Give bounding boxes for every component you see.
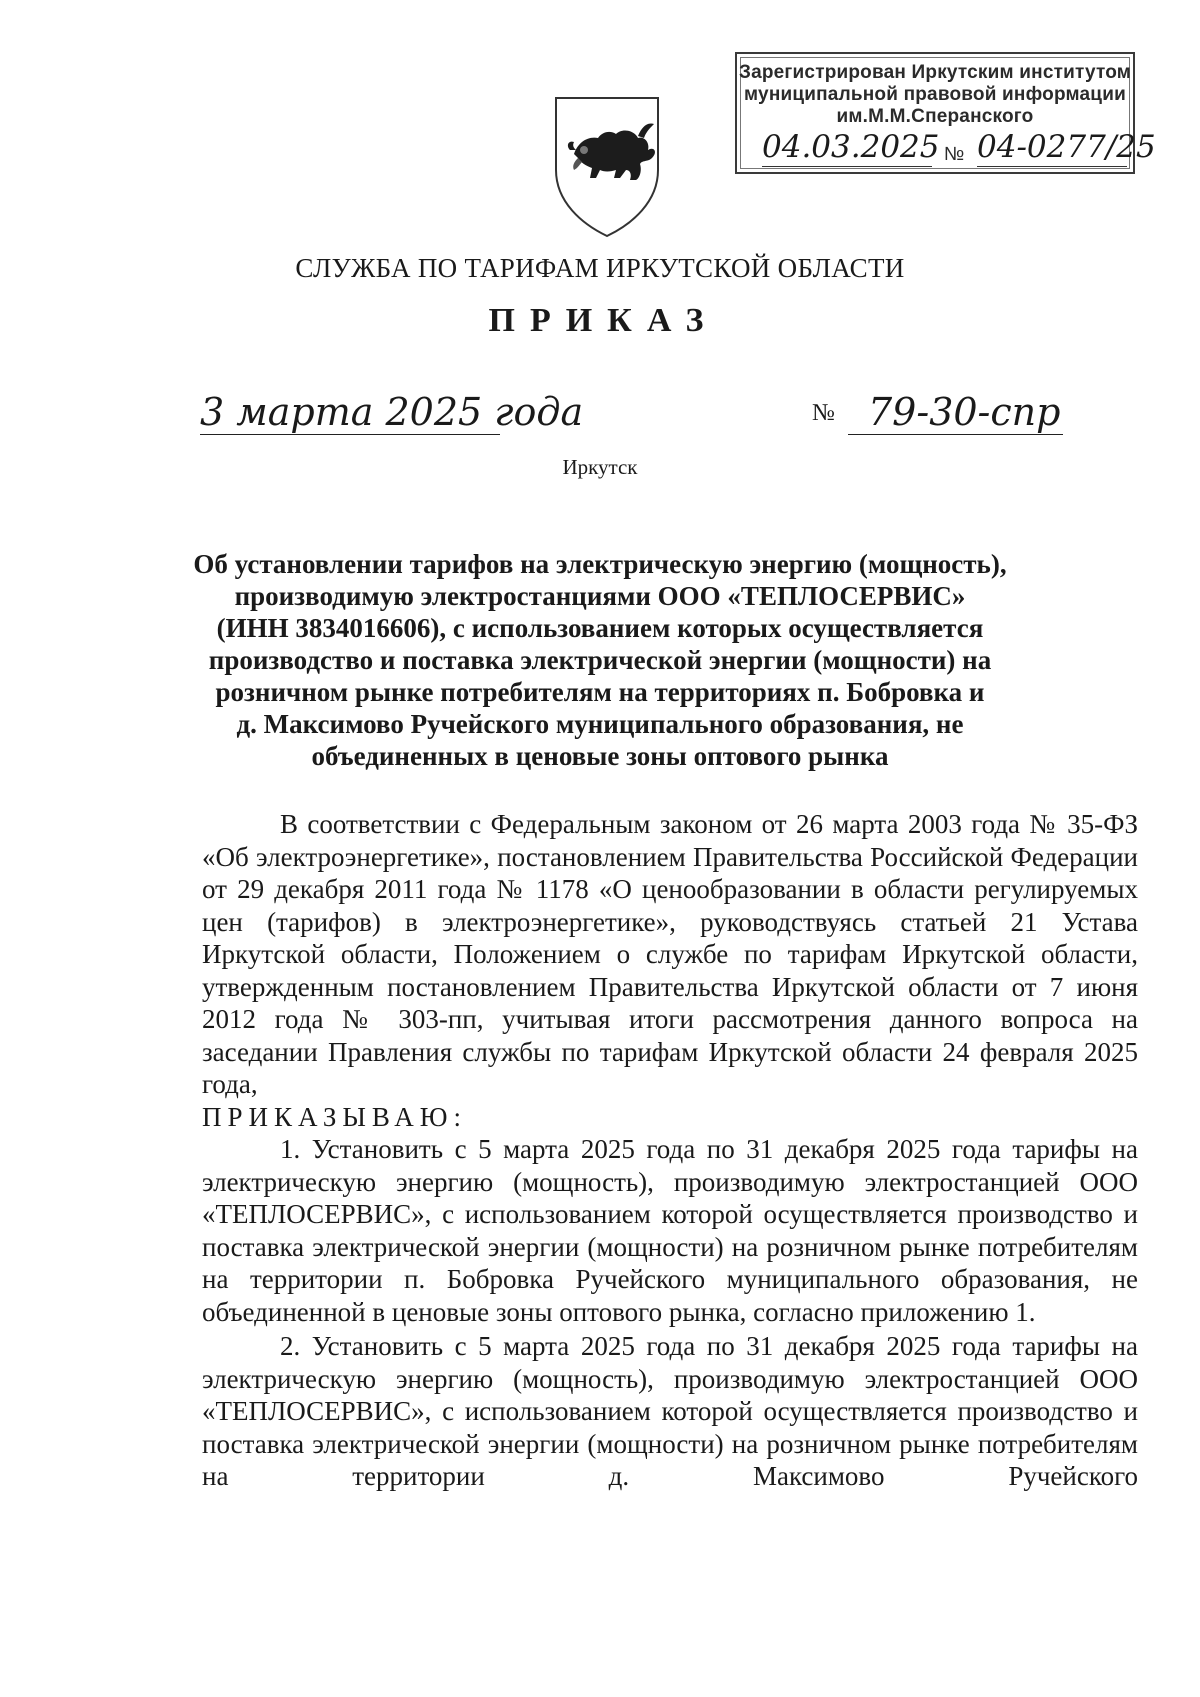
stamp-registration-number: 04-0277/25: [977, 129, 1156, 165]
coat-of-arms-emblem: [550, 92, 664, 240]
stamp-number-sign: №: [944, 144, 965, 165]
title-line: д. Максимово Ручейского муниципального образования, не: [236, 709, 964, 739]
stamp-line-1: Зарегистрирован Иркутским институтом: [738, 62, 1132, 83]
order-body: [202, 808, 1138, 1493]
title-line: розничном рынке потребителям на территориях п. Бобровка и: [215, 677, 985, 707]
order-number-sign: №: [812, 400, 835, 426]
handwritten-order-date: 3 марта 2025 года: [200, 390, 584, 434]
agency-name: СЛУЖБА ПО ТАРИФАМ ИРКУТСКОЙ ОБЛАСТИ: [295, 253, 905, 283]
stamp-registration-date: 04.03.2025: [762, 129, 940, 165]
registration-stamp: [735, 52, 1156, 174]
title-line: (ИНН 3834016606), с использованием которых осуществляется: [216, 613, 984, 643]
stamp-line-3: им.М.М.Сперанского: [836, 106, 1034, 127]
title-line: объединенных в ценовые зоны оптового рынка: [311, 741, 889, 771]
order-item-2: 2. Установить с 5 марта 2025 года по 31 декабря 2025 года тарифы на электрическую энергию (мощность), производимую электростанцией ООО «ТЕПЛОСЕРВИС», с использованием которой осуществляется производство и поставка электрической энергии (мощности) на розничном рынке потребителям на территории д. Максимово Ручейского: [202, 1331, 1138, 1491]
order-directive-word: ПРИКАЗЫВАЮ:: [202, 1101, 467, 1132]
handwritten-order-number: 79-30-спр: [848, 390, 1063, 435]
document-type-heading: ПРИКАЗ: [488, 302, 719, 339]
order-item-1: 1. Установить с 5 марта 2025 года по 31 декабря 2025 года тарифы на электрическую энергию (мощность), производимую электростанцией ООО «ТЕПЛОСЕРВИС», с использованием которой осуществляется производство и поставка электрической энергии (мощности) на розничном рынке потребителям на территории п. Бобровка Ручейского муниципального образования, не объединенной в ценовые зоны оптового рынка, согласно приложению 1.: [202, 1134, 1138, 1327]
title-line: Об установлении тарифов на электрическую энергию (мощность),: [193, 549, 1007, 579]
title-line: производимую электростанциями ООО «ТЕПЛОСЕРВИС»: [234, 581, 966, 611]
preamble-paragraph: В соответствии с Федеральным законом от 26 марта 2003 года № 35-ФЗ «Об электроэнергетике», постановлением Правительства Российской Федерации от 29 декабря 2011 года № 1178 «О ценообразовании в области регулируемых цен (тарифов) в электроэнергетике», руководствуясь статьей 21 Устава Иркутской области, Положением о службе по тарифам Иркутской области, утвержденным постановлением Правительства Иркутской области от 7 июня 2012 года № 303-пп, учитывая итоги рассмотрения данного вопроса на заседании Правления службы по тарифам Иркутской области 24 февраля 2025 года,: [202, 809, 1138, 1099]
title-line: производство и поставка электрической энергии (мощности) на: [208, 645, 992, 675]
stamp-line-2: муниципальной правовой информации: [744, 84, 1126, 105]
order-title: [170, 548, 1030, 772]
city-name: Иркутск: [562, 455, 638, 479]
